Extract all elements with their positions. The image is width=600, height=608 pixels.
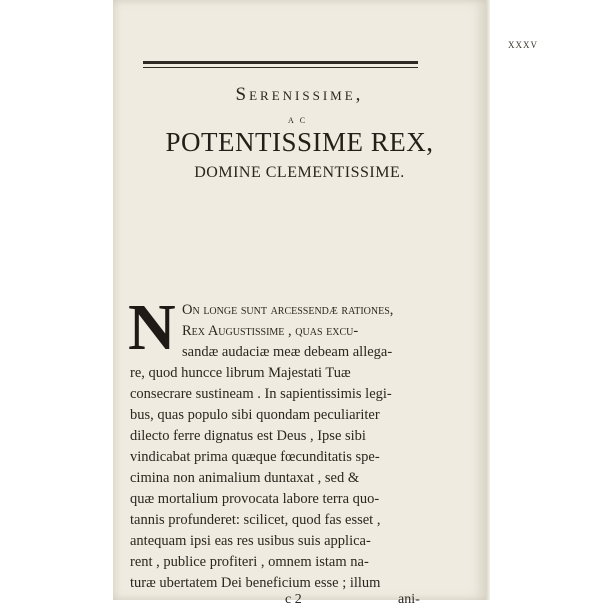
body-line: rent , publice profiteri , omnem istam na- [130,554,369,570]
body-line: dilecto ferre dignatus est Deus , Ipse sibi [130,428,366,444]
header-rule-thin [143,67,418,68]
heading-ac: ac [287,112,312,126]
header-rule-thick [143,61,418,64]
body-line: cimina non animalium duntaxat , sed & [130,470,360,486]
heading-potentissime-rex: POTENTISSIME REX, [165,127,434,157]
body-line: tannis profunderet: scilicet, quod fas esset , [130,512,381,528]
heading-domine-clementissime: DOMINE CLEMENTISSIME. [194,164,405,181]
body-line: consecrare sustineam . In sapientissimis legi- [130,386,392,402]
body-line: vindicabat prima quæque fœcunditatis spe- [130,449,380,465]
body-line: turæ ubertatem Dei beneficium esse ; illum [130,575,381,591]
body-line: bus, quas populo sibi quondam peculiariter [130,407,380,423]
body-line-text: Rex Augustissime , quas excu- [182,323,359,339]
body-line: re, quod huncce librum Majestati Tuæ [130,365,351,381]
body-line: On longe sunt arcessendæ rationes, [182,302,394,318]
signature-mark: c 2 [285,592,302,607]
body-line [182,321,358,342]
body-line: quæ mortalium provocata labore terra quo- [130,491,380,507]
body-line: antequam ipsi eas res usibus suis applica- [130,533,371,549]
heading-serenissime: Serenissime, [235,84,364,105]
page-number: xxxv [508,36,538,51]
drop-cap: N [128,291,176,364]
page-edge [486,0,490,600]
body-line: sandæ audaciæ meæ debeam allega- [182,344,393,360]
catchword: ani- [398,592,420,607]
